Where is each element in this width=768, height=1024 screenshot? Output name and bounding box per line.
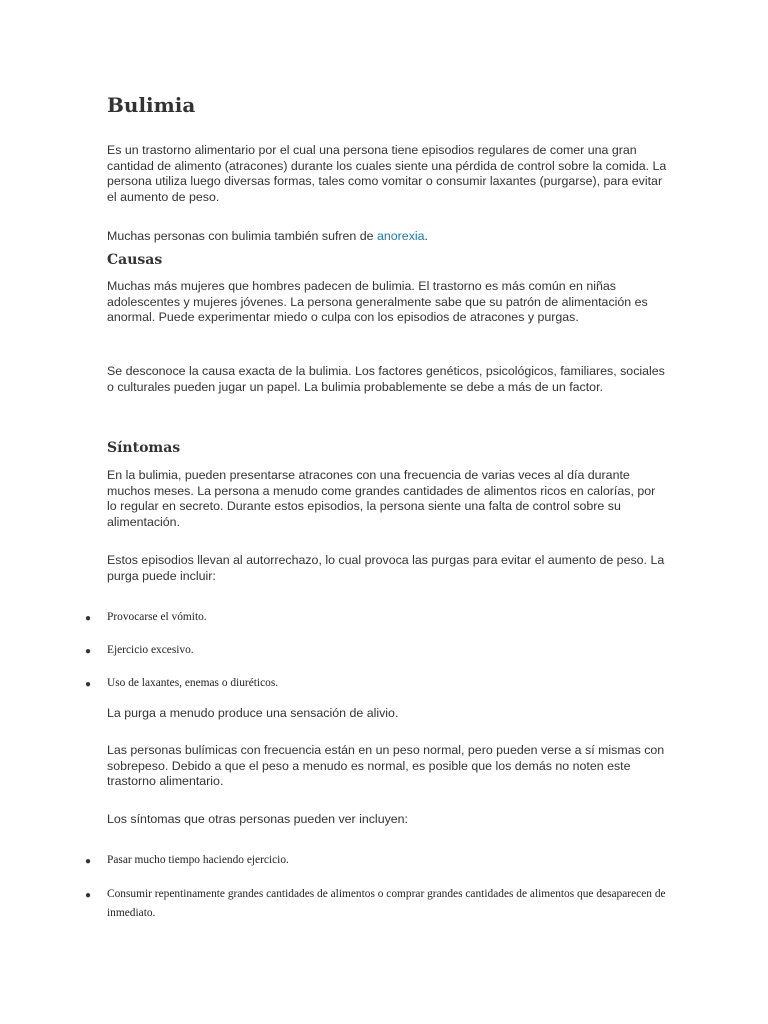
list-bullet: ● [85,646,92,657]
sintomas-paragraph-3: La purga a menudo produce una sensación de alivio. [107,706,399,720]
list-bullet: ● [85,890,92,901]
causas-heading: Causas [107,252,163,268]
purga-list-item: Uso de laxantes, enemas o diuréticos. [107,677,279,689]
intro-anorexia-paragraph [107,229,667,245]
sintomas-paragraph-2: Estos episodios llevan al autorrechazo, lo cual provoca las purgas para evitar el aumento de peso. La purga puede incluir: [107,553,665,583]
visible-symptom-item: Pasar mucho tiempo haciendo ejercicio. [107,854,289,866]
purga-list-item: Provocarse el vómito. [107,611,207,623]
sintomas-heading: Síntomas [107,440,181,456]
sintomas-paragraph-1: En la bulimia, pueden presentarse atracones con una frecuencia de varias veces al día durante muchos meses. La persona a menudo come grandes cantidades de alimentos ricos en calorías, por lo regular en secreto. Durante estos episodios, la persona siente una falta de control sobre su alimentación. [107,468,656,529]
intro-paragraph: Es un trastorno alimentario por el cual una persona tiene episodios regulares de comer una gran cantidad de alimento (atracones) durante los cuales siente una pérdida de control sobre la comida. La persona utiliza luego diversas formas, tales como vomitar o consumir laxantes (purgarse), para evitar el aumento de peso. [107,143,667,204]
purga-list-item: Ejercicio excesivo. [107,644,194,656]
causas-paragraph-1: Muchas más mujeres que hombres padecen de bulimia. El trastorno es más común en niñas adolescentes y mujeres jóvenes. La persona generalmente sabe que su patrón de alimentación es anormal. Puede experimentar miedo o culpa con los episodios de atracones y purgas. [107,279,648,325]
anorexia-link[interactable]: anorexia [377,229,425,243]
list-bullet: ● [85,856,92,867]
intro-anorexia-prefix: Muchas personas con bulimia también sufren de [107,229,377,243]
sintomas-paragraph-4: Las personas bulímicas con frecuencia están en un peso normal, pero pueden verse a sí mismas con sobrepeso. Debido a que el peso a menudo es normal, es posible que los demás no noten este trastorno alimentario. [107,743,665,789]
sintomas-paragraph-5: Los síntomas que otras personas pueden ver incluyen: [107,812,408,826]
list-bullet: ● [85,679,92,690]
causas-paragraph-2: Se desconoce la causa exacta de la bulimia. Los factores genéticos, psicológicos, familiares, sociales o culturales pueden jugar un papel. La bulimia probablemente se debe a más de un factor. [107,364,665,394]
visible-symptom-item: Consumir repentinamente grandes cantidades de alimentos o comprar grandes cantidades de alimentos que desaparecen de inmediato. [107,888,666,919]
list-bullet: ● [85,613,92,624]
intro-anorexia-suffix: . [424,229,428,243]
page-title: Bulimia [107,93,196,117]
